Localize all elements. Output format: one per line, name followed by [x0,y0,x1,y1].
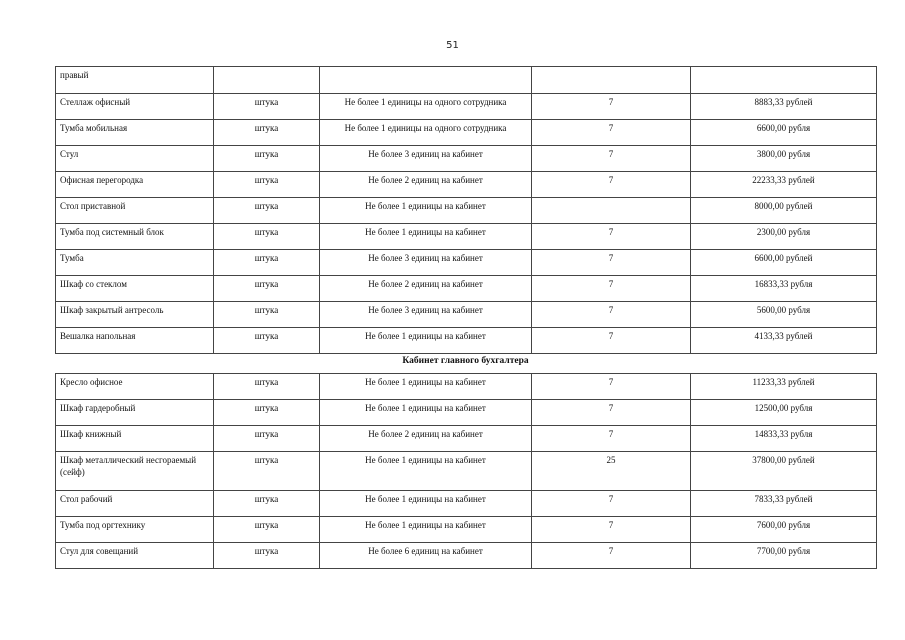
table-row [56,302,877,328]
cell-item-name: Шкаф металлический несгораемый (сейф) [56,452,214,491]
cell-quantity-limit: Не более 2 единиц на кабинет [320,172,532,198]
section-title: Кабинет главного бухгалтера [402,356,529,366]
cell-service-years: 7 [532,491,691,517]
cell-service-years: 7 [532,426,691,452]
page-number: 51 [446,40,459,51]
cell-price: 37800,00 рублей [691,452,877,491]
cell-service-years [532,198,691,224]
cell-unit: штука [214,250,320,276]
cell-item-name: Стеллаж офисный [56,94,214,120]
cell-unit: штука [214,400,320,426]
cell-quantity-limit: Не более 1 единицы на кабинет [320,491,532,517]
cell-service-years: 7 [532,146,691,172]
table-row [56,517,877,543]
table-row [56,198,877,224]
table-row [56,452,877,491]
table-row [56,120,877,146]
cell-unit: штука [214,374,320,400]
cell-unit: штука [214,328,320,354]
table-row [56,374,877,400]
cell-service-years: 7 [532,94,691,120]
cell-quantity-limit: Не более 2 единиц на кабинет [320,426,532,452]
cell-item-name: Шкаф книжный [56,426,214,452]
cell-quantity-limit: Не более 1 единицы на кабинет [320,400,532,426]
cell-quantity-limit: Не более 1 единицы на кабинет [320,328,532,354]
cell-item-name: правый [56,67,214,94]
cell-service-years: 7 [532,400,691,426]
cell-unit: штука [214,198,320,224]
table-row [56,94,877,120]
cell-price: 7700,00 рубля [691,543,877,569]
cell-price: 2300,00 рубля [691,224,877,250]
cell-item-name: Тумба под системный блок [56,224,214,250]
cell-quantity-limit: Не более 2 единиц на кабинет [320,276,532,302]
table-row [56,276,877,302]
cell-price: 8000,00 рублей [691,198,877,224]
cell-price: 6600,00 рубля [691,120,877,146]
table-row [56,328,877,354]
cell-quantity-limit: Не более 3 единиц на кабинет [320,302,532,328]
cell-service-years: 7 [532,276,691,302]
cell-price: 6600,00 рублей [691,250,877,276]
cell-quantity-limit: Не более 1 единицы на кабинет [320,224,532,250]
table-row [56,172,877,198]
cell-service-years: 7 [532,517,691,543]
cell-service-years: 25 [532,452,691,491]
cell-price: 12500,00 рубля [691,400,877,426]
cell-quantity-limit: Не более 1 единицы на одного сотрудника [320,94,532,120]
cell-price: 4133,33 рублей [691,328,877,354]
cell-price: 7600,00 рубля [691,517,877,543]
cell-item-name: Стол рабочий [56,491,214,517]
cell-item-name: Тумба мобильная [56,120,214,146]
cell-price: 8883,33 рублей [691,94,877,120]
cell-price: 5600,00 рубля [691,302,877,328]
cell-item-name: Шкаф закрытый антресоль [56,302,214,328]
cell-item-name: Стол приставной [56,198,214,224]
furniture-table-chief-accountant [55,373,877,569]
cell-item-name: Офисная перегородка [56,172,214,198]
cell-price: 7833,33 рублей [691,491,877,517]
cell-service-years [532,67,691,94]
cell-price [691,67,877,94]
cell-item-name: Шкаф гардеробный [56,400,214,426]
cell-item-name: Вешалка напольная [56,328,214,354]
cell-item-name: Тумба [56,250,214,276]
cell-unit: штука [214,543,320,569]
table-row [56,146,877,172]
cell-item-name: Кресло офисное [56,374,214,400]
cell-service-years: 7 [532,328,691,354]
cell-price: 16833,33 рубля [691,276,877,302]
cell-service-years: 7 [532,543,691,569]
cell-unit: штука [214,146,320,172]
table-row [56,543,877,569]
table-row [56,426,877,452]
cell-quantity-limit: Не более 1 единицы на кабинет [320,452,532,491]
table-row [56,250,877,276]
cell-service-years: 7 [532,250,691,276]
document-body [55,66,876,569]
furniture-table-top [55,66,877,354]
table-row [56,491,877,517]
cell-price: 14833,33 рубля [691,426,877,452]
cell-service-years: 7 [532,172,691,198]
cell-item-name: Стул [56,146,214,172]
cell-unit: штука [214,517,320,543]
cell-service-years: 7 [532,302,691,328]
table-row [56,67,877,94]
cell-quantity-limit: Не более 1 единицы на кабинет [320,517,532,543]
cell-unit: штука [214,172,320,198]
cell-quantity-limit: Не более 3 единиц на кабинет [320,146,532,172]
cell-quantity-limit: Не более 1 единицы на кабинет [320,374,532,400]
cell-unit: штука [214,452,320,491]
table-row [56,400,877,426]
cell-unit [214,67,320,94]
cell-service-years: 7 [532,224,691,250]
cell-unit: штука [214,120,320,146]
cell-unit: штука [214,491,320,517]
cell-unit: штука [214,426,320,452]
cell-item-name: Шкаф со стеклом [56,276,214,302]
cell-quantity-limit: Не более 3 единиц на кабинет [320,250,532,276]
cell-unit: штука [214,94,320,120]
cell-service-years: 7 [532,120,691,146]
cell-price: 11233,33 рублей [691,374,877,400]
cell-quantity-limit: Не более 1 единицы на одного сотрудника [320,120,532,146]
table-row [56,224,877,250]
cell-unit: штука [214,276,320,302]
cell-unit: штука [214,224,320,250]
cell-unit: штука [214,302,320,328]
cell-item-name: Стул для совещаний [56,543,214,569]
cell-price: 3800,00 рубля [691,146,877,172]
cell-item-name: Тумба под оргтехнику [56,517,214,543]
cell-service-years: 7 [532,374,691,400]
cell-quantity-limit: Не более 1 единицы на кабинет [320,198,532,224]
cell-quantity-limit: Не более 6 единиц на кабинет [320,543,532,569]
cell-quantity-limit [320,67,532,94]
cell-price: 22233,33 рублей [691,172,877,198]
